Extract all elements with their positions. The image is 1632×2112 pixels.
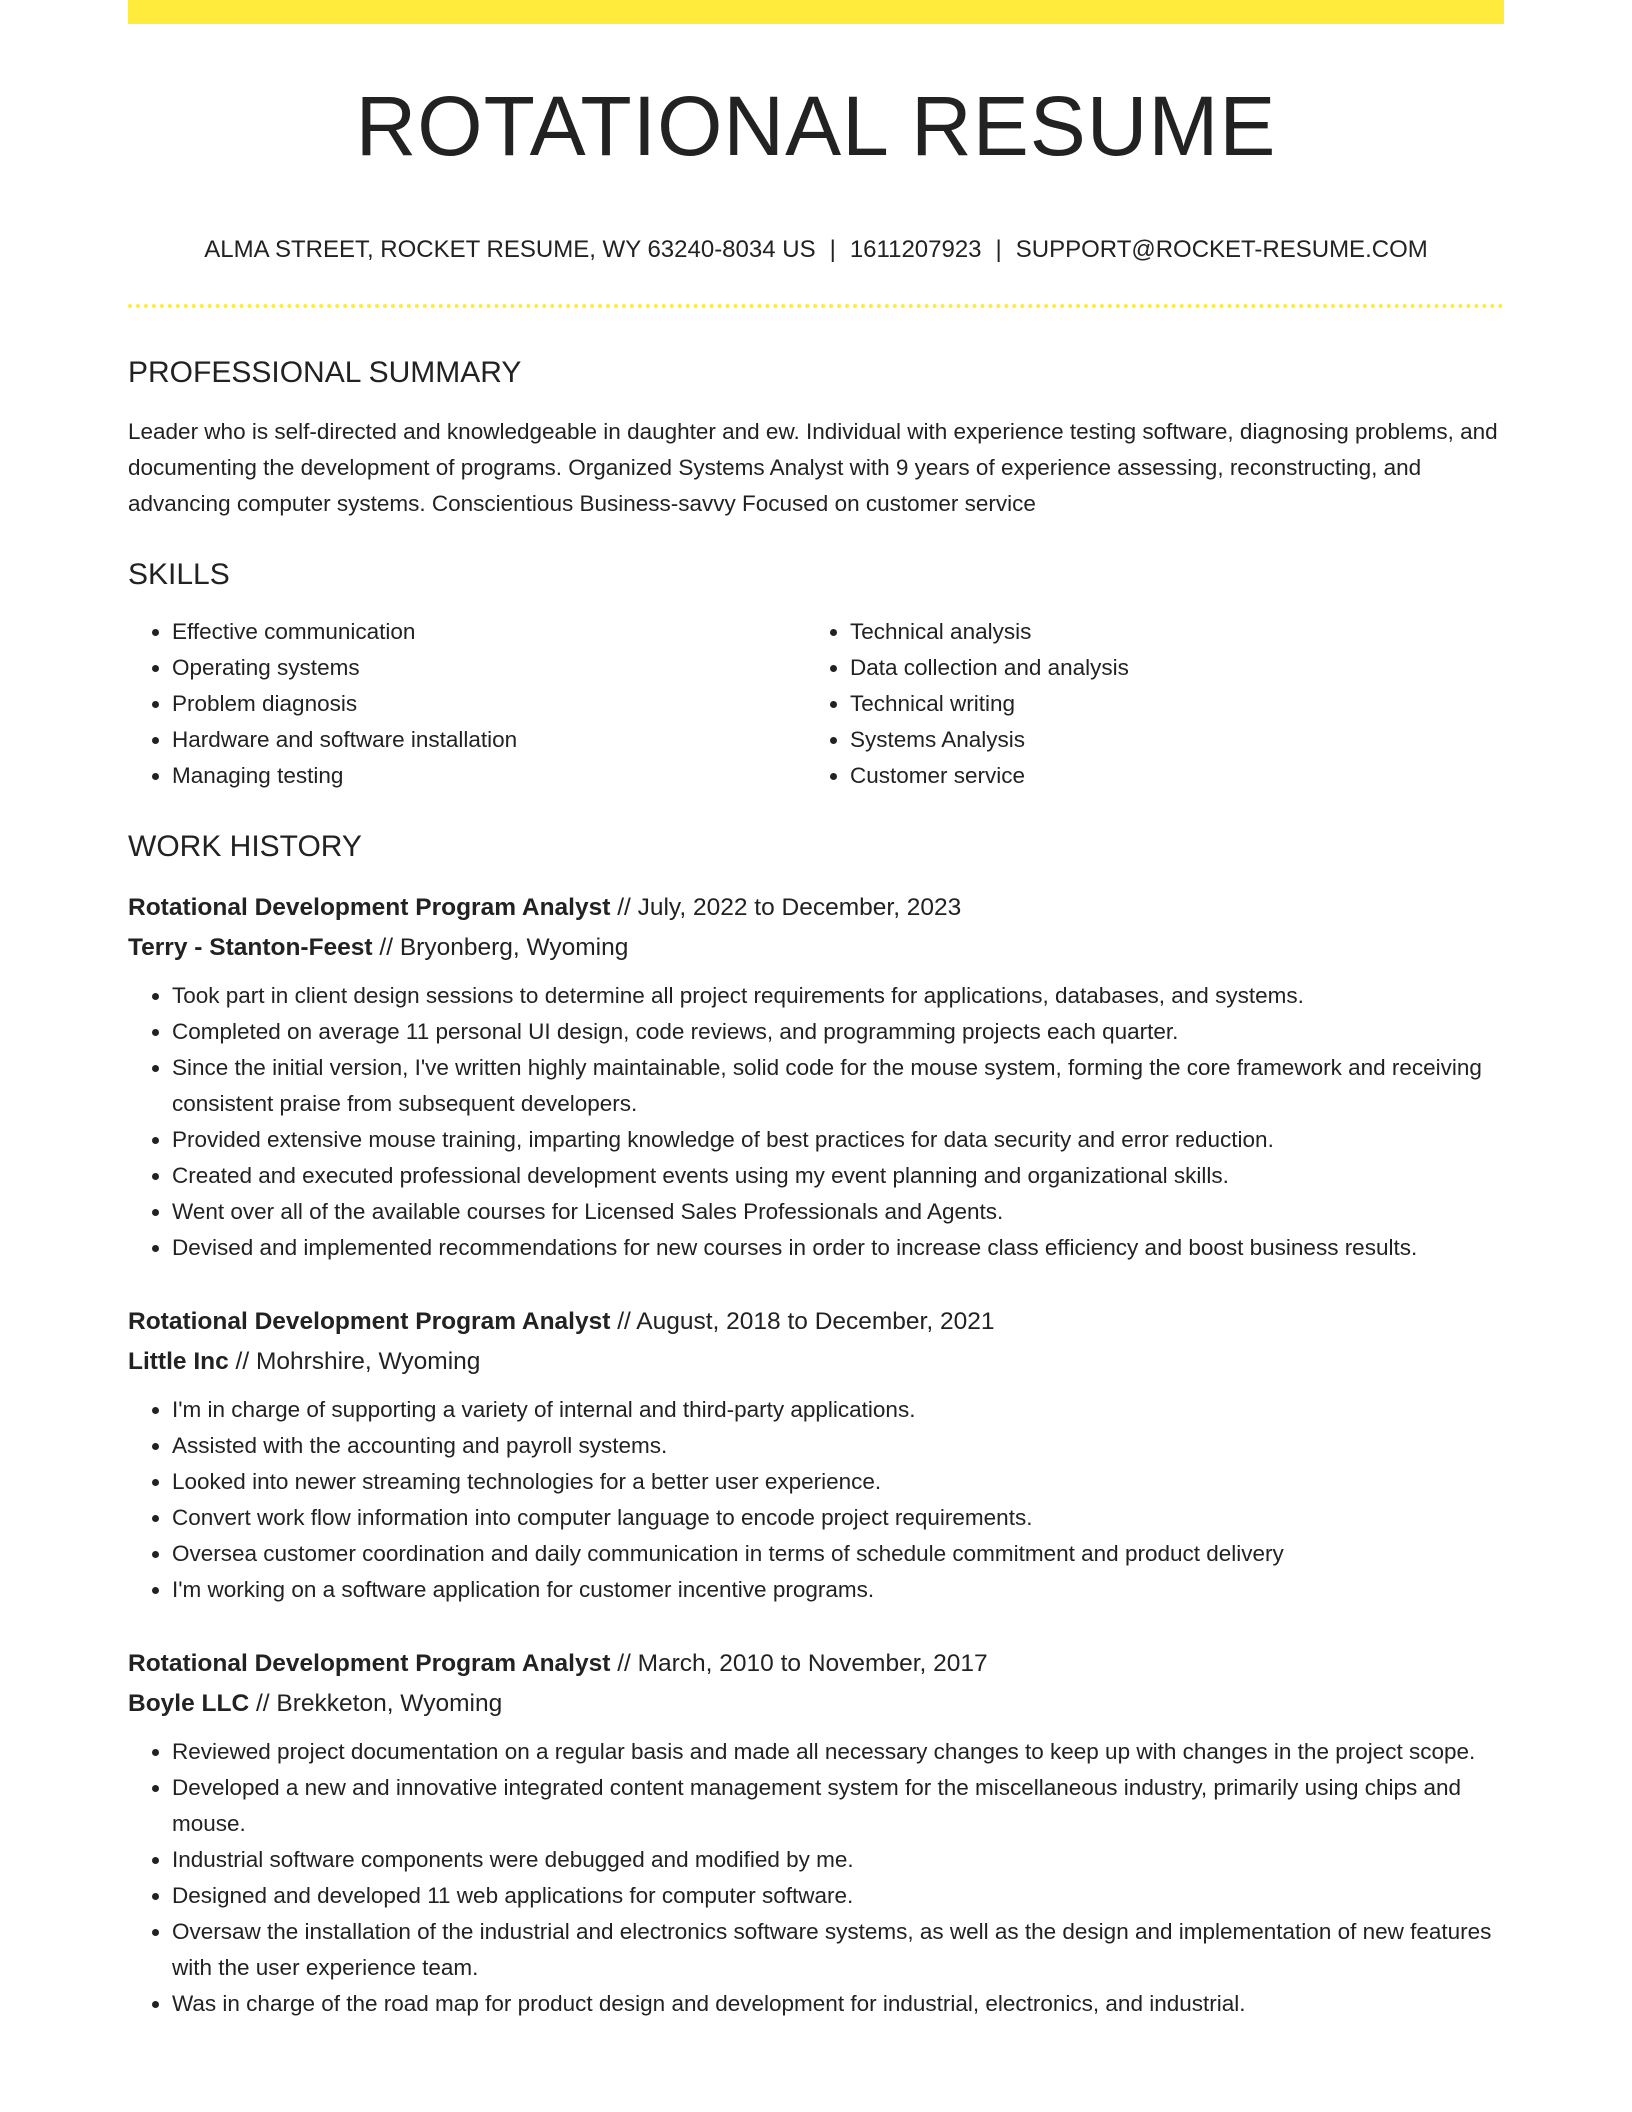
- job-bullet: • Oversaw the installation of the industrial and electronics software systems, as well as the design and implementation of new features with the user experience team.: [172, 1914, 1504, 1986]
- job-bullets: [128, 978, 1504, 1266]
- job-role: Rotational Development Program Analyst: [128, 894, 611, 921]
- job-company: Little Inc: [128, 1348, 229, 1375]
- job-bullet: • Assisted with the accounting and payroll systems.: [172, 1428, 1504, 1464]
- skill-item: • Hardware and software installation: [172, 722, 806, 758]
- skill-item: • Data collection and analysis: [850, 650, 1484, 686]
- job-entry: [128, 1644, 1504, 2022]
- contact-phone: 1611207923: [849, 236, 982, 263]
- top-accent-bar: [128, 0, 1504, 24]
- job-bullet: • Convert work flow information into computer language to encode project requirements.: [172, 1500, 1504, 1536]
- job-dates: // July, 2022 to December, 2023: [610, 894, 962, 921]
- resume-name: ROTATIONAL RESUME: [355, 79, 1277, 173]
- contact-separator: |: [829, 236, 836, 263]
- job-company-line: [128, 1684, 1504, 1724]
- skill-item: • Technical analysis: [850, 614, 1484, 650]
- job-location: // Mohrshire, Wyoming: [228, 1348, 481, 1375]
- job-location: // Brekketon, Wyoming: [249, 1690, 503, 1717]
- contact-email[interactable]: SUPPORT@ROCKET-RESUME.COM: [1015, 236, 1428, 263]
- job-bullets: [128, 1392, 1504, 1608]
- skills-list-right: [806, 614, 1484, 794]
- job-bullet: • Reviewed project documentation on a regular basis and made all necessary changes to keep up with changes in the project scope.: [172, 1734, 1504, 1770]
- work-history-heading: WORK HISTORY: [128, 830, 362, 863]
- skills-heading: SKILLS: [128, 558, 230, 591]
- job-bullet: • I'm in charge of supporting a variety of internal and third-party applications.: [172, 1392, 1504, 1428]
- job-entry: [128, 1302, 1504, 1608]
- job-bullet: • Took part in client design sessions to determine all project requirements for applications, databases, and systems.: [172, 978, 1504, 1014]
- job-bullet: • Industrial software components were debugged and modified by me.: [172, 1842, 1504, 1878]
- job-title-line: [128, 1302, 1504, 1342]
- skill-item: • Systems Analysis: [850, 722, 1484, 758]
- skill-item: • Managing testing: [172, 758, 806, 794]
- contact-separator: |: [995, 236, 1002, 263]
- job-location: // Bryonberg, Wyoming: [372, 934, 629, 961]
- job-role: Rotational Development Program Analyst: [128, 1308, 611, 1335]
- summary-text: Leader who is self-directed and knowledgeable in daughter and ew. Individual with experience testing software, diagnosing problems, and documenting the development of programs. Organized Systems Analyst with 9 years of experience assessing, reconstructing, and advancing computer systems. Conscientious Business-savvy Focused on customer service: [128, 419, 1498, 516]
- skills-grid: [128, 614, 1504, 794]
- job-entry: [128, 888, 1504, 1266]
- job-bullet: • Provided extensive mouse training, imparting knowledge of best practices for data security and error reduction.: [172, 1122, 1504, 1158]
- job-company: Boyle LLC: [128, 1690, 250, 1717]
- job-bullet: • Devised and implemented recommendations for new courses in order to increase class efficiency and boost business results.: [172, 1230, 1504, 1266]
- job-dates: // March, 2010 to November, 2017: [610, 1650, 988, 1677]
- job-company: Terry - Stanton-Feest: [128, 934, 373, 961]
- job-title-line: [128, 1644, 1504, 1684]
- job-title-line: [128, 888, 1504, 928]
- contact-address: ALMA STREET, ROCKET RESUME, WY 63240-8034 US: [204, 236, 816, 263]
- job-bullet: • Since the initial version, I've written highly maintainable, solid code for the mouse system, forming the core framework and receiving consistent praise from subsequent developers.: [172, 1050, 1504, 1122]
- job-bullet: • Went over all of the available courses for Licensed Sales Professionals and Agents.: [172, 1194, 1504, 1230]
- header-divider: [128, 304, 1504, 308]
- job-role: Rotational Development Program Analyst: [128, 1650, 611, 1677]
- contact-line: [128, 238, 1504, 262]
- skills-list-left: [128, 614, 806, 794]
- summary-heading: PROFESSIONAL SUMMARY: [128, 356, 522, 389]
- job-dates: // August, 2018 to December, 2021: [610, 1308, 995, 1335]
- job-bullet: • Completed on average 11 personal UI design, code reviews, and programming projects each quarter.: [172, 1014, 1504, 1050]
- skill-item: • Problem diagnosis: [172, 686, 806, 722]
- job-bullet: • Oversea customer coordination and daily communication in terms of schedule commitment and product delivery: [172, 1536, 1504, 1572]
- resume-page: [128, 0, 1504, 2022]
- job-bullets: [128, 1734, 1504, 2022]
- job-bullet: • Developed a new and innovative integrated content management system for the miscellaneous industry, primarily using chips and mouse.: [172, 1770, 1504, 1842]
- job-bullet: • Created and executed professional development events using my event planning and organizational skills.: [172, 1158, 1504, 1194]
- job-company-line: [128, 1342, 1504, 1382]
- job-bullet: • Was in charge of the road map for product design and development for industrial, electronics, and industrial.: [172, 1986, 1504, 2022]
- job-bullet: • I'm working on a software application for customer incentive programs.: [172, 1572, 1504, 1608]
- skill-item: • Effective communication: [172, 614, 806, 650]
- job-bullet: • Looked into newer streaming technologies for a better user experience.: [172, 1464, 1504, 1500]
- job-company-line: [128, 928, 1504, 968]
- job-bullet: • Designed and developed 11 web applications for computer software.: [172, 1878, 1504, 1914]
- skill-item: • Customer service: [850, 758, 1484, 794]
- skill-item: • Operating systems: [172, 650, 806, 686]
- skill-item: • Technical writing: [850, 686, 1484, 722]
